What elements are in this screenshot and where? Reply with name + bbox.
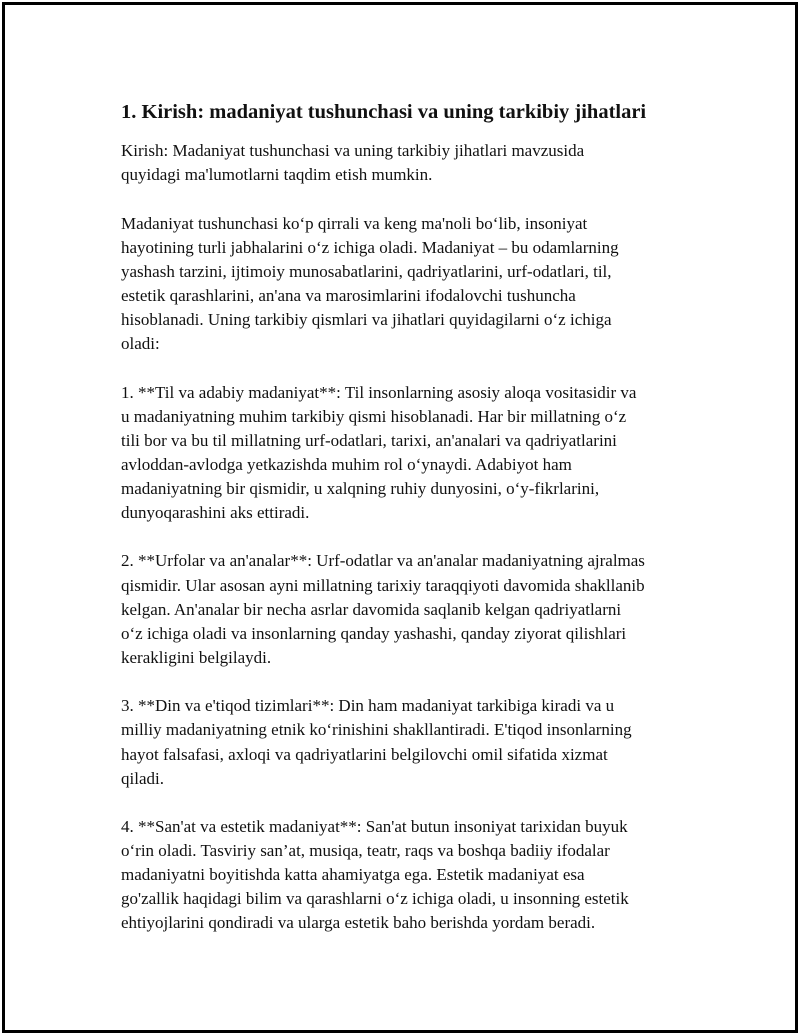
text-line: Kirish: Madaniyat tushunchasi va uning tarkibiy jihatlari mavzusida	[121, 141, 585, 160]
text-line: 3. **Din va e'tiqod tizimlari**: Din ham madaniyat tarkibiga kiradi va u	[121, 696, 615, 716]
text-line: 4. **San'at va estetik madaniyat**: San'at butun insoniyat tarixidan buyuk	[121, 817, 628, 837]
text-line: o‘rin oladi. Tasviriy san’at, musiqa, teatr, raqs va boshqa badiiy ifodalar	[121, 841, 610, 861]
text-line: go'zallik haqidagi bilim va qarashlarni o‘z ichiga oladi, u insonning estetik	[121, 889, 629, 909]
text-line: hisoblanadi. Uning tarkibiy qismlari va jihatlari quyidagilarni o‘z ichiga	[121, 309, 612, 329]
text-line: u madaniyatning muhim tarkibiy qismi hisoblanadi. Har bir millatning o‘z	[121, 406, 627, 426]
document-title: 1. Kirish: madaniyat tushunchasi va uning tarkibiy jihatlari	[121, 101, 647, 123]
text-line: 2. **Urfolar va an'analar**: Urf-odatlar va an'analar madaniyatning ajralmas	[121, 551, 645, 571]
paragraph	[121, 549, 681, 669]
text-line: quyidagi ma'lumotlarni taqdim etish mumkin.	[121, 165, 433, 185]
text-line: ehtiyojlarini qondiradi va ularga estetik baho berishda yordam beradi.	[121, 913, 596, 933]
text-line: madaniyatning bir qismidir, u xalqning ruhiy dunyosini, o‘y-fikrlarini,	[121, 478, 600, 498]
text-line: dunyoqarashini aks ettiradi.	[121, 503, 310, 522]
text-line: hayotining turli jabhalarini o‘z ichiga oladi. Madaniyat – bu odamlarning	[121, 237, 619, 257]
text-line: oladi:	[121, 334, 160, 354]
page-frame	[2, 2, 798, 1033]
text-line: o‘z ichiga oladi va insonlarning qanday yashashi, qanday ziyorat qilishlari	[121, 623, 627, 643]
paragraph	[121, 815, 681, 935]
text-line: qiladi.	[121, 768, 164, 788]
text-line: kelgan. An'analar bir necha asrlar davomida saqlanib kelgan qadriyatlarni	[121, 599, 622, 619]
paragraph-list	[121, 139, 681, 936]
text-line: milliy madaniyatning etnik ko‘rinishini shakllantiradi. E'tiqod insonlarning	[121, 720, 632, 740]
text-line: hayot falsafasi, axloqi va qadriyatlarini belgilovchi omil sifatida xizmat	[121, 744, 608, 764]
text-line: Madaniyat tushunchasi ko‘p qirrali va keng ma'noli bo‘lib, insoniyat	[121, 213, 588, 233]
paragraph	[121, 139, 681, 187]
document-body	[121, 98, 681, 960]
text-line: madaniyatni boyitishda katta ahamiyatga ega. Estetik madaniyat esa	[121, 865, 585, 885]
paragraph	[121, 212, 681, 357]
text-line: kerakligini belgilaydi.	[121, 647, 272, 667]
text-line: yashash tarzini, ijtimoiy munosabatlarini, qadriyatlarini, urf-odatlari, til,	[121, 261, 612, 281]
paragraph	[121, 694, 681, 790]
text-line: qismidir. Ular asosan ayni millatning tarixiy taraqqiyoti davomida shakllanib	[121, 575, 645, 595]
text-line: avloddan-avlodga yetkazishda muhim rol o‘ynaydi. Adabiyot ham	[121, 454, 572, 474]
paragraph	[121, 381, 681, 526]
text-line: tili bor va bu til millatning urf-odatlari, tarixi, an'analari va qadriyatlarini	[121, 430, 617, 450]
text-line: 1. **Til va adabiy madaniyat**: Til insonlarning asosiy aloqa vositasidir va	[121, 382, 637, 402]
text-line: estetik qarashlarini, an'ana va marosimlarini ifodalovchi tushuncha	[121, 285, 576, 305]
